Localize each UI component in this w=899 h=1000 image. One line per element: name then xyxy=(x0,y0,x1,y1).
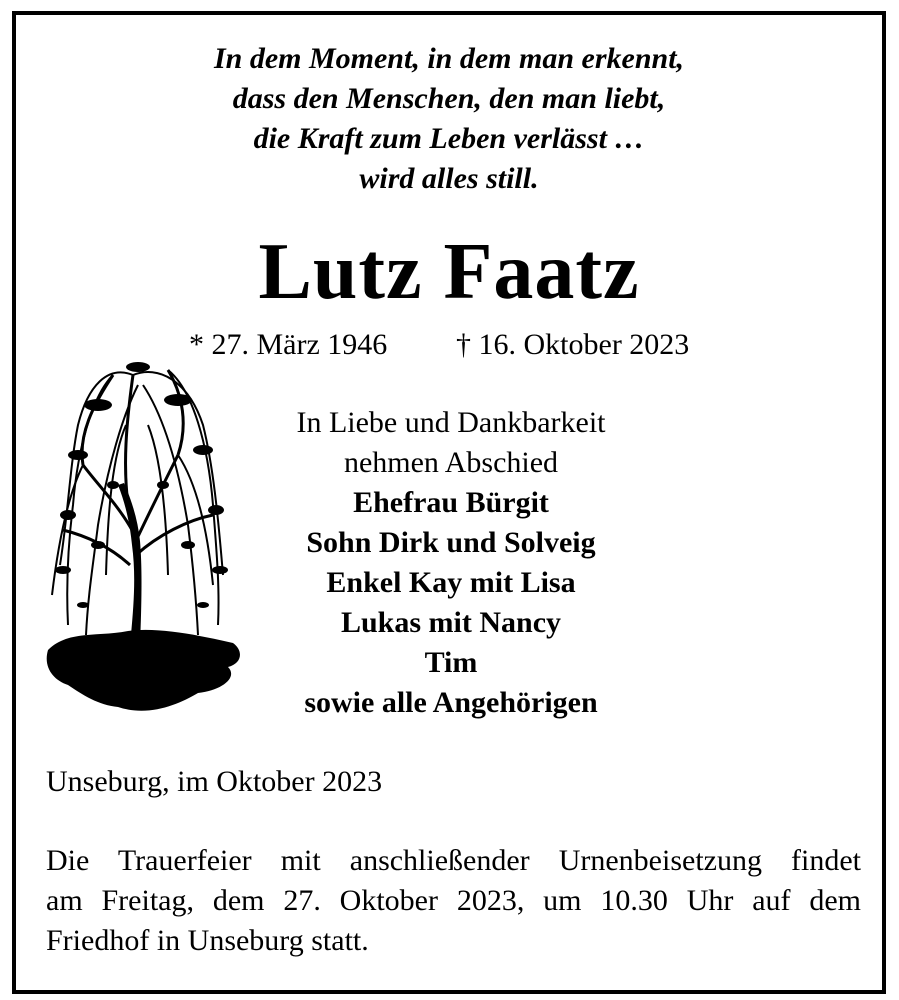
poem-line: dass den Menschen, den man liebt, xyxy=(232,82,666,115)
mourner-name: sowie alle Angehörigen xyxy=(304,686,598,719)
mourners-block xyxy=(256,403,646,723)
poem-line: die Kraft zum Leben verlässt … xyxy=(253,122,645,155)
mourner-name: Sohn Dirk und Solveig xyxy=(306,526,596,559)
mourner-name: Enkel Kay mit Lisa xyxy=(326,566,576,599)
memorial-poem xyxy=(16,39,882,199)
mourner-name: Ehefrau Bürgit xyxy=(353,486,549,519)
notice-line: am Freitag, dem 27. Oktober 2023, um 10.30 Uhr auf dem xyxy=(46,884,861,917)
notice-line: Die Trauerfeier mit anschließender Urnenbeisetzung findet xyxy=(46,844,861,877)
weeping-willow-icon xyxy=(38,345,248,720)
mourners-intro: In Liebe und Dankbarkeit xyxy=(296,406,606,439)
deceased-name: Lutz Faatz xyxy=(258,228,640,316)
mourner-name: Tim xyxy=(424,646,478,679)
notice-line: Friedhof in Unseburg statt. xyxy=(46,924,369,957)
death-date: † 16. Oktober 2023 xyxy=(456,328,690,361)
mourner-name: Lukas mit Nancy xyxy=(340,606,562,639)
poem-line: wird alles still. xyxy=(359,162,539,195)
poem-line: In dem Moment, in dem man erkennt, xyxy=(213,42,685,75)
obituary-frame xyxy=(12,11,886,994)
place-and-date: Unseburg, im Oktober 2023 xyxy=(46,765,383,798)
birth-date: * 27. März 1946 xyxy=(189,328,388,361)
funeral-notice xyxy=(46,841,861,961)
mourners-intro: nehmen Abschied xyxy=(343,446,559,479)
